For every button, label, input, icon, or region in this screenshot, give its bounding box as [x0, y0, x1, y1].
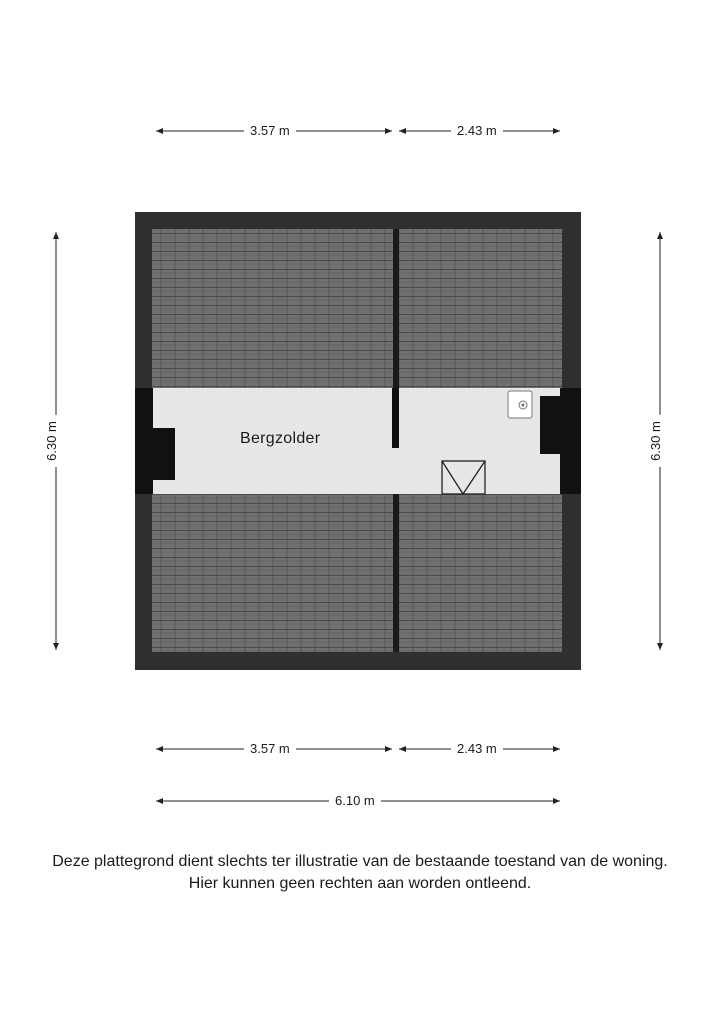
right-chimney [540, 396, 560, 454]
dim-label-left: 6.30 m [44, 415, 60, 467]
roof-bottom-right [399, 494, 562, 652]
dim-label-bottom-right: 2.43 m [451, 741, 503, 757]
roof-divider-top [393, 229, 399, 388]
roof-bottom-left [152, 494, 393, 652]
dim-label-top-left: 3.57 m [244, 123, 296, 139]
partition-wall [392, 388, 399, 448]
disclaimer-line-2: Hier kunnen geen rechten aan worden ontleend. [188, 875, 532, 892]
right-wall [560, 388, 581, 494]
roof-top-left [152, 229, 393, 388]
left-wall [135, 388, 153, 494]
disclaimer-line-1: Deze plattegrond dient slechts ter illustratie van de bestaande toestand van de woning. [52, 853, 668, 870]
left-chimney [153, 428, 175, 480]
dim-label-right: 6.30 m [648, 415, 664, 467]
boiler-icon [508, 391, 532, 418]
dim-label-total: 6.10 m [329, 793, 381, 809]
dim-label-bottom-left: 3.57 m [244, 741, 296, 757]
roof-divider-bottom [393, 494, 399, 652]
dim-label-top-right: 2.43 m [451, 123, 503, 139]
roof-top-right [399, 229, 562, 388]
room-label-bergzolder: Bergzolder [240, 430, 321, 447]
